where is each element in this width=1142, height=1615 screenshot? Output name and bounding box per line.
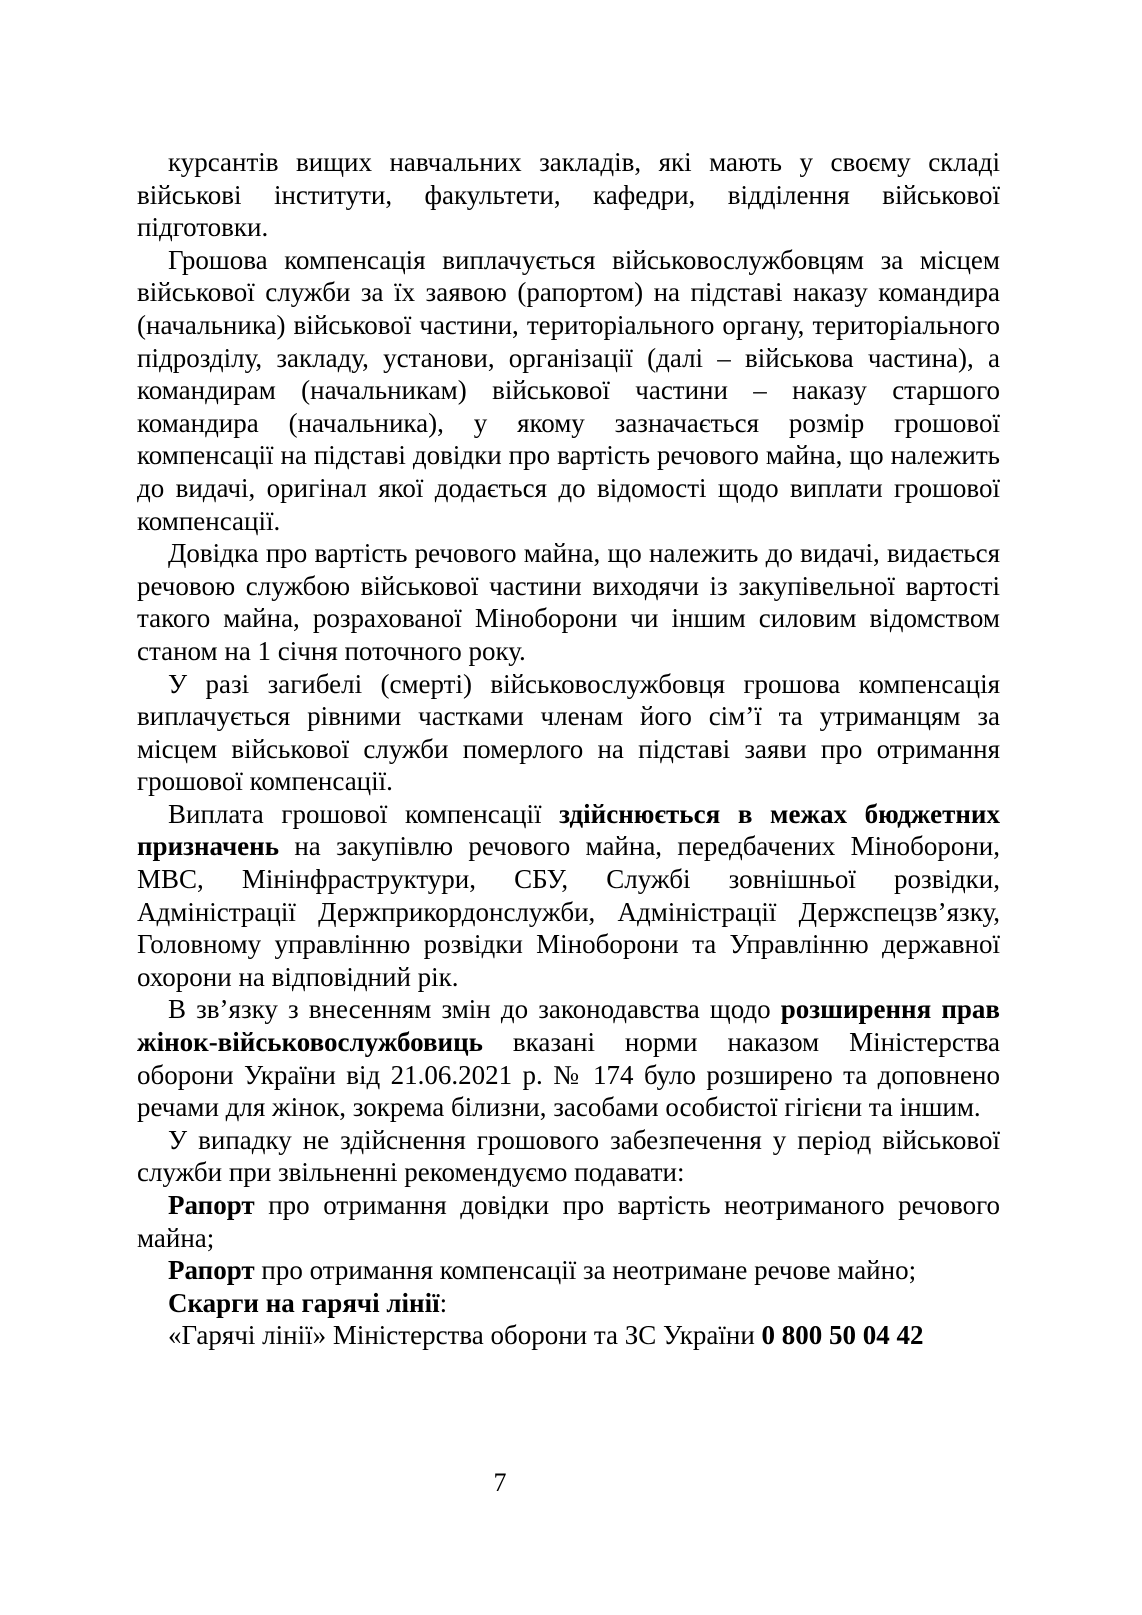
paragraph [137,798,1000,994]
paragraph [137,537,1000,667]
text-run: Довідка про вартість речового майна, що належить до видачі, видається речовою службою військової частини виходячи із закупівельної вартості такого майна, розрахованої Міноборони чи іншим силовим відомством станом на 1 січня поточного року. [137,538,1000,666]
paragraph [137,1254,1000,1287]
text-run: Грошова компенсація виплачується військовослужбовцям за місцем військової служби за їх заявою (рапортом) на підставі наказу командира (начальника) військової частини, територіального органу, територіального підрозділу, закладу, установи, організації (далі – військова частина), а командирам (начальникам) військової частини – наказу старшого командира (начальника), у якому зазначається розмір грошової компенсації на підставі довідки про вартість речового майна, що належить до видачі, оригінал якої додається до відомості щодо виплати грошової компенсації. [137,244,1000,536]
paragraph [137,244,1000,537]
text-run: про отримання компенсації за неотримане речове майно; [254,1255,917,1286]
text-run: на закупівлю речового майна, передбачених Міноборони, МВС, Мінінфраструктури, СБУ, Службі зовнішньої розвідки, Адміністрації Держприкордонслужби, Адміністрації Держспецзв’язку, Головному управлінню розвідки Міноборони та Управлінню державної охорони на відповідний рік. [137,831,1000,992]
text-run: У разі загибелі (смерті) військовослужбовця грошова компенсація виплачується рівними частками членам його сім’ї та утриманцям за місцем військової служби померлого на підставі заяви про отримання грошової компенсації. [137,668,1000,797]
bold-text-run: Скарги на гарячі лінії [168,1287,440,1318]
text-run: В зв’язку з внесенням змін до законодавства щодо [168,994,781,1025]
text-run: У випадку не здійснення грошового забезпечення у період військової служби при звільненні рекомендуємо подавати: [137,1124,1000,1188]
paragraph [137,1124,1000,1189]
text-run: : [439,1287,448,1318]
text-run: Виплата грошової компенсації [168,798,560,829]
page-number: 7 [493,1468,507,1497]
paragraph [137,1319,1000,1352]
paragraph [137,1287,1000,1320]
bold-text-run: 0 800 50 04 42 [761,1320,924,1351]
document-body [137,146,1000,1352]
paragraph [137,1189,1000,1254]
bold-text-run: здійснюється в межах бюджетних призначень [137,798,1000,862]
paragraph [137,146,1000,244]
text-run: вказані норми наказом Міністерства оборони України від 21.06.2021 р. № 174 було розширено та доповнено речами для жінок, зокрема білизни, засобами особистої гігієни та іншим. [137,1027,1000,1123]
text-run: про отримання довідки про вартість неотриманого речового майна; [137,1190,1000,1253]
paragraph [137,668,1000,798]
bold-text-run: Рапорт [168,1190,255,1220]
paragraph [137,993,1000,1123]
text-run: «Гарячі лінії» Міністерства оборони та ЗС України [168,1320,762,1351]
bold-text-run: розширення прав жінок-військовослужбовиць [137,994,1000,1058]
text-run: курсантів вищих навчальних закладів, які мають у своєму складі військові інститути, факультети, кафедри, відділення військової підготовки. [137,147,1000,243]
bold-text-run: Рапорт [168,1255,255,1286]
